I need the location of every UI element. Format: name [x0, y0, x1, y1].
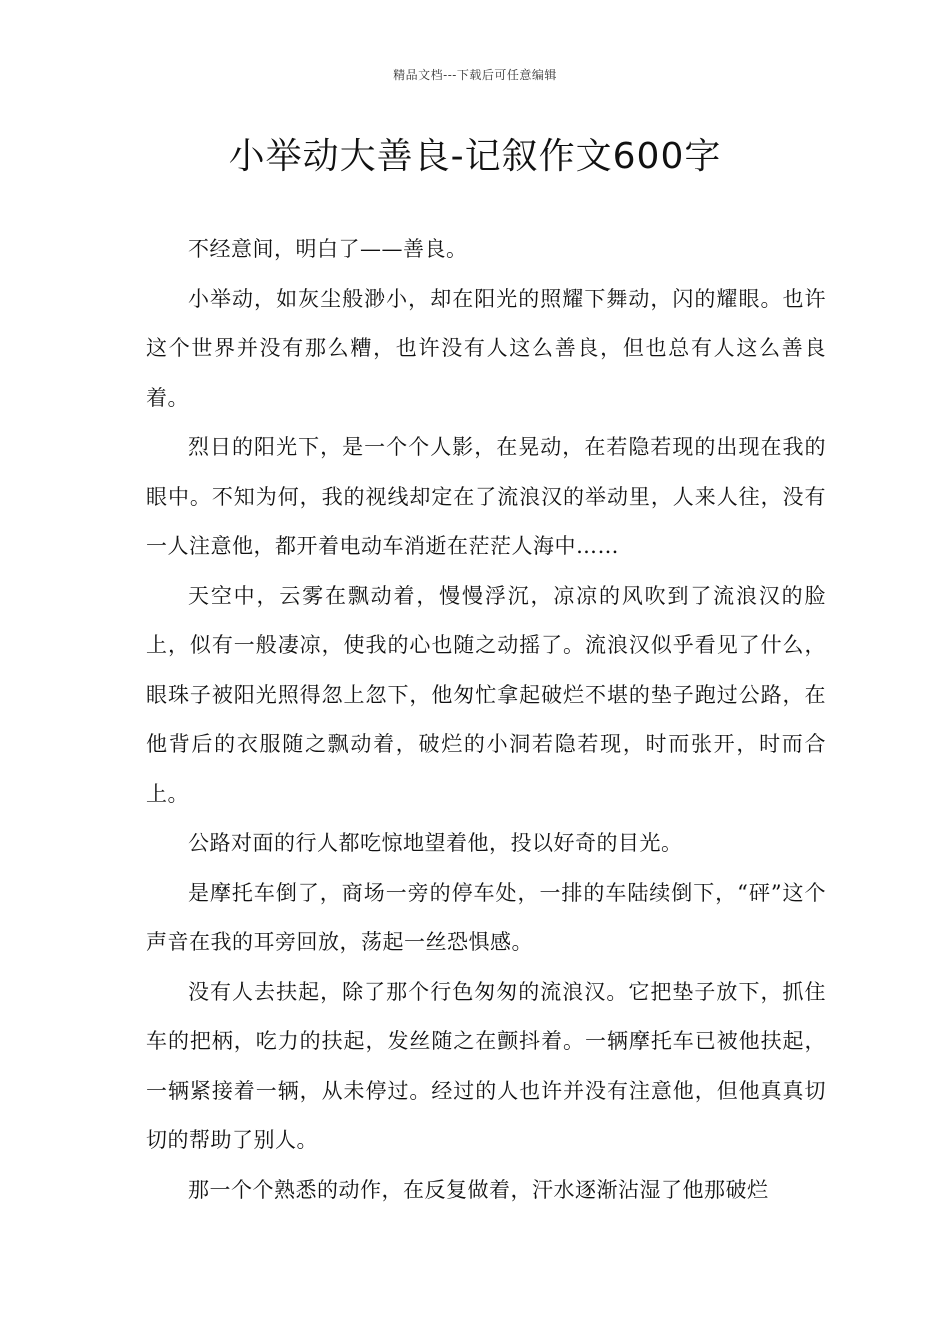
- paragraph: 烈日的阳光下，是一个个人影，在晃动，在若隐若现的出现在我的眼中。不知为何，我的视线却定在了流浪汉的举动里，人来人往，没有一人注意他，都开着电动车消逝在茫茫人海中……: [146, 435, 826, 558]
- header-note: 精品文档---下载后可任意编辑: [393, 68, 557, 82]
- paragraph: 公路对面的行人都吃惊地望着他，投以好奇的目光。: [188, 831, 683, 855]
- paragraph: 是摩托车倒了，商场一旁的停车处，一排的车陆续倒下，“砰”这个声音在我的耳旁回放，荡起一丝恐惧感。: [146, 880, 826, 954]
- page-title: 小举动大善良-记叙作文600字: [228, 136, 722, 177]
- paragraph: 小举动，如灰尘般渺小，却在阳光的照耀下舞动，闪的耀眼。也许这个世界并没有那么糟，也许没有人这么善良，但也总有人这么善良着。: [146, 286, 826, 410]
- paragraph: 没有人去扶起，除了那个行色匆匆的流浪汉。它把垫子放下，抓住车的把柄，吃力的扶起，发丝随之在颤抖着。一辆摩托车已被他扶起，一辆紧接着一辆，从未停过。经过的人也许并没有注意他，但他真真切切的帮助了别人。: [146, 979, 826, 1152]
- paragraph: 那一个个熟悉的动作，在反复做着，汗水逐渐沾湿了他那破烂: [188, 1177, 769, 1202]
- paragraph: 不经意间，明白了——善良。: [188, 237, 468, 261]
- article-body: [146, 225, 826, 1215]
- paragraph: 天空中，云雾在飘动着，慢慢浮沉，凉凉的风吹到了流浪汉的脸上，似有一般凄凉，使我的心也随之动摇了。流浪汉似乎看见了什么，眼珠子被阳光照得忽上忽下，他匆忙拿起破烂不堪的垫子跑过公路，在他背后的衣服随之飘动着，破烂的小洞若隐若现，时而张开，时而合上。: [146, 583, 826, 806]
